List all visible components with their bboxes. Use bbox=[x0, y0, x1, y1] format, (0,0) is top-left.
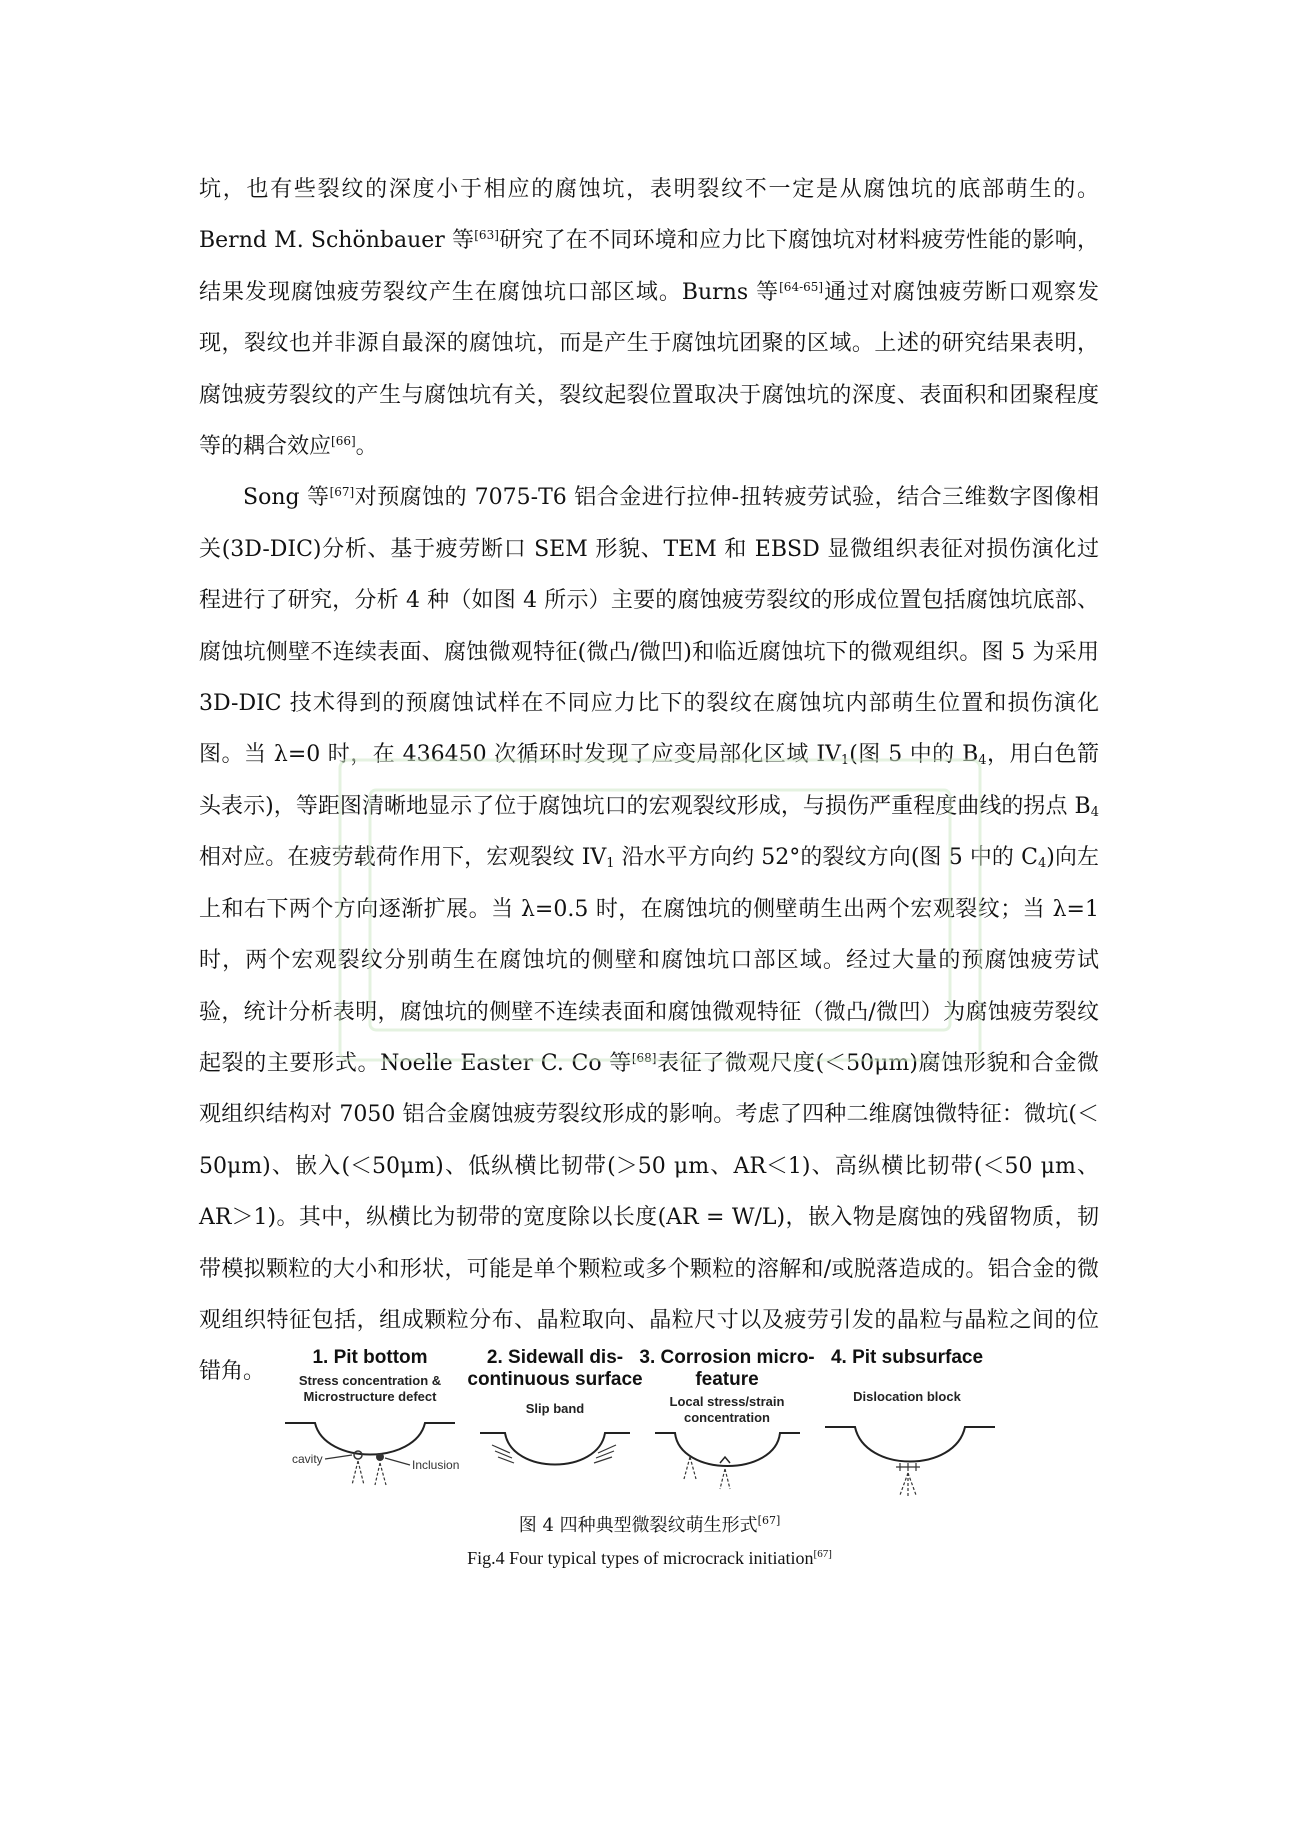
caption-en-text: Fig.4 Four typical types of microcrack initiation bbox=[467, 1548, 814, 1568]
subscript: 4 bbox=[978, 753, 987, 769]
label-cavity: cavity bbox=[292, 1452, 323, 1466]
panel-title: 2. Sidewall dis- bbox=[486, 1347, 624, 1368]
figure-caption-english bbox=[0, 1548, 1299, 1569]
panel-subtitle: Dislocation block bbox=[853, 1389, 961, 1404]
paragraph bbox=[199, 164, 1099, 472]
panel-title: 3. Corrosion micro- bbox=[639, 1347, 815, 1368]
panel-title: feature bbox=[695, 1369, 759, 1390]
paragraph bbox=[199, 472, 1099, 1397]
pit-profile bbox=[825, 1427, 995, 1462]
subscript: 1 bbox=[606, 856, 615, 872]
subscript: 4 bbox=[1037, 856, 1047, 872]
citation-ref: [66] bbox=[331, 434, 356, 449]
subscript: 4 bbox=[1090, 804, 1099, 820]
text-run: 对预腐蚀的 7075-T6 铝合金进行拉伸-扭转疲劳试验，结合三维数字图像相关(3D-DIC)分析、基于疲劳断口 SEM 形貌、TEM 和 EBSD 显微组织表征对损伤演化过程进行了研究，分析 4 种（如图 4 所示）主要的腐蚀疲劳裂纹的形成位置包括腐蚀坑底部、腐蚀坑侧壁不连续表面、腐蚀微观特征(微凸/微凹)和临近腐蚀坑下的微观组织。图 5 为采用 3D-DIC 技术得到的预腐蚀试样在不同应力比下的裂纹在腐蚀坑内部萌生位置和损伤演化图。当 λ=0 时，在 436450 次循环时发现了应变局部化区域 IV bbox=[199, 485, 1100, 768]
citation-ref: [68] bbox=[631, 1050, 657, 1065]
panel-sidewall bbox=[467, 1347, 642, 1465]
panel-subtitle: Local stress/strain bbox=[669, 1394, 785, 1409]
text-run: 沿水平方向约 52°的裂纹方向(图 5 中的 C bbox=[614, 845, 1038, 871]
text-run: Song 等 bbox=[243, 485, 330, 511]
panel-subtitle: Microstructure defect bbox=[303, 1389, 437, 1404]
body-text bbox=[199, 164, 1099, 1398]
citation-ref: [67] bbox=[329, 485, 355, 500]
panel-pit-bottom bbox=[285, 1347, 459, 1485]
panel-subtitle: Stress concentration & bbox=[298, 1373, 442, 1388]
panel-title: continuous surface bbox=[467, 1369, 643, 1390]
citation-ref: [64-65] bbox=[779, 279, 824, 294]
text-run: ，用白色箭头表示)，等距图清晰地显示了位于腐蚀坑口的宏观裂纹形成，与损伤严重程度曲线的拐点 B bbox=[199, 742, 1099, 819]
text-run: 。 bbox=[355, 434, 378, 460]
text-run: )向左上和右下两个方向逐渐扩展。当 λ=0.5 时，在腐蚀坑的侧壁萌生出两个宏观裂纹；当 λ=1 时，两个宏观裂纹分别萌生在腐蚀坑的侧壁和腐蚀坑口部区域。经过大量的预腐蚀疲劳试验，统计分析表明，腐蚀坑的侧壁不连续表面和腐蚀微观特征（微凸/微凹）为腐蚀疲劳裂纹起裂的主要形式。Noelle Easter C. Co 等 bbox=[199, 845, 1099, 1076]
caption-cn-text: 图 4 四种典型微裂纹萌生形式 bbox=[518, 1515, 758, 1536]
text-run: 研究了在不同环境和应力比下腐蚀坑对材料疲劳性能的影响，结果发现腐蚀疲劳裂纹产生在腐蚀坑口部区域。Burns 等 bbox=[199, 228, 1099, 305]
panel-title: 4. Pit subsurface bbox=[830, 1347, 984, 1368]
caption-en-ref: [67] bbox=[813, 1548, 832, 1560]
panel-corrosion-microfeature bbox=[639, 1347, 814, 1489]
figure-caption-chinese bbox=[0, 1511, 1299, 1537]
pit-profile bbox=[285, 1423, 455, 1455]
label-inclusion: Inclusion bbox=[412, 1458, 460, 1472]
panel-subtitle: Slip band bbox=[525, 1401, 585, 1416]
citation-ref: [63] bbox=[474, 228, 499, 243]
text-run: (图 5 中的 B bbox=[849, 742, 979, 768]
panel-title: 1. Pit bottom bbox=[312, 1347, 428, 1368]
text-run: 表征了微观尺度(＜50μm)腐蚀形貌和合金微观组织结构对 7050 铝合金腐蚀疲劳裂纹形成的影响。考虑了四种二维腐蚀微特征：微坑(＜50μm)、嵌入(＜50μm)、低纵横比韧带(＞50 μm、AR＜1)、高纵横比韧带(＜50 μm、AR＞1)。其中，纵横比为韧带的宽度除以长度(AR = W/L)，嵌入物是腐蚀的残留物质，韧带模拟颗粒的大小和形状，可能是单个颗粒或多个颗粒的溶解和/或脱落造成的。铝合金的微观组织特征包括，组成颗粒分布、晶粒取向、晶粒尺寸以及疲劳引发的晶粒与晶粒之间的位错角。 bbox=[199, 1050, 1100, 1385]
text-run: 相对应。在疲劳载荷作用下，宏观裂纹 IV bbox=[199, 845, 607, 871]
subscript: 1 bbox=[840, 753, 850, 769]
text-run: 坑，也有些裂纹的深度小于相应的腐蚀坑，表明裂纹不一定是从腐蚀坑的底部萌生的。Bernd M. Schönbauer 等 bbox=[199, 177, 1099, 254]
panel-subtitle: concentration bbox=[684, 1410, 770, 1425]
text-run: 通过对腐蚀疲劳断口观察发现，裂纹也并非源自最深的腐蚀坑，而是产生于腐蚀坑团聚的区域。上述的研究结果表明，腐蚀疲劳裂纹的产生与腐蚀坑有关，裂纹起裂位置取决于腐蚀坑的深度、表面积和团聚程度等的耦合效应 bbox=[199, 279, 1099, 460]
caption-cn-ref: [67] bbox=[757, 1514, 781, 1527]
figure-4 bbox=[280, 1345, 1020, 1505]
inclusion-marker bbox=[376, 1453, 384, 1461]
panel-pit-subsurface bbox=[825, 1347, 995, 1497]
